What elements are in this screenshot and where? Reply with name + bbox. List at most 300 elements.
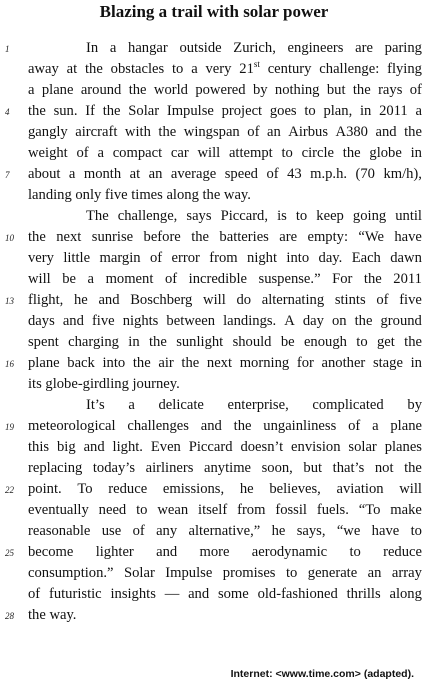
text-word: a	[68, 166, 76, 182]
text-word: landing	[28, 187, 72, 203]
text-word: plan,	[323, 103, 353, 119]
text-word: will	[28, 271, 51, 287]
text-word: in	[359, 103, 372, 119]
paragraph-1-line-3	[28, 80, 422, 101]
text-word: m.p.h.	[310, 166, 348, 182]
paragraph-2-line-7	[28, 332, 422, 353]
text-word: attempt	[228, 145, 273, 161]
text-word: replacing	[28, 460, 83, 476]
text-word: project	[221, 103, 263, 119]
text-word: A	[284, 313, 295, 329]
text-word: goes	[269, 103, 297, 119]
text-word: the	[404, 334, 422, 350]
text-word: to	[281, 145, 293, 161]
text-word: of	[266, 166, 279, 182]
text-word: an	[266, 124, 281, 140]
text-word: on	[331, 313, 347, 329]
text-word: and	[375, 124, 397, 140]
text-word: another	[321, 355, 366, 371]
text-word: today’s	[92, 460, 136, 476]
text-word: big	[57, 439, 76, 455]
paragraph-3-line-8	[28, 542, 422, 563]
text-word: paring	[384, 40, 422, 56]
paragraph-1-line-6	[28, 143, 422, 164]
text-word: anytime	[204, 460, 252, 476]
text-word: to	[349, 544, 361, 560]
text-word: aircraft	[75, 124, 118, 140]
text-word: century	[267, 61, 312, 77]
century-number	[239, 59, 260, 80]
text-word: old-fashioned	[257, 586, 338, 602]
text-word: says	[186, 208, 212, 224]
line-number: 10	[5, 233, 14, 243]
text-word: have	[371, 523, 400, 539]
text-word: the	[181, 355, 200, 371]
text-word: the	[158, 124, 177, 140]
text-word: moment	[105, 271, 154, 287]
text-word: itself	[198, 502, 228, 518]
line-number: 28	[5, 611, 14, 621]
text-word: five	[91, 313, 115, 329]
ordinal-suffix: st	[253, 59, 260, 70]
text-word: the	[132, 355, 151, 371]
text-word: only	[75, 187, 102, 203]
text-word: very	[205, 61, 232, 77]
text-word: For	[332, 271, 353, 287]
text-word: night	[247, 250, 278, 266]
text-word: charging	[68, 334, 119, 350]
text-word: will	[197, 145, 221, 161]
text-word: average	[170, 166, 217, 182]
text-word: incredible	[188, 271, 247, 287]
paragraph-1-line-2	[28, 59, 422, 80]
text-word: enough	[303, 334, 347, 350]
paragraph-3-line-3	[28, 437, 422, 458]
text-word: a	[372, 418, 379, 434]
text-word: in	[128, 334, 140, 350]
text-word: km/h),	[383, 166, 422, 182]
text-word: any	[156, 523, 178, 539]
text-word: the	[102, 103, 121, 119]
text-word: It’s	[86, 397, 105, 413]
text-word: a	[415, 103, 422, 119]
text-word: believes,	[269, 481, 321, 497]
text-word: array	[391, 565, 422, 581]
text-word: aerodynamic	[251, 544, 328, 560]
text-word: to	[304, 103, 316, 119]
text-word: 2011	[379, 103, 408, 119]
text-word: fuels.	[316, 502, 349, 518]
text-word: until	[395, 208, 422, 224]
text-word: in	[410, 145, 422, 161]
text-word: soon,	[261, 460, 293, 476]
text-word: sunrise	[91, 229, 134, 245]
text-word: the	[404, 124, 422, 140]
paragraph-1-line-4	[28, 101, 422, 122]
text-word: car	[170, 145, 189, 161]
text-word: of	[76, 145, 89, 161]
text-word: of	[409, 82, 422, 98]
paragraph-2-line-1	[28, 206, 422, 227]
text-word: globe	[369, 145, 402, 161]
text-word: become	[28, 544, 74, 560]
text-word: the	[233, 418, 252, 434]
paragraph-1-line-1	[28, 38, 422, 59]
line-number: 16	[5, 359, 14, 369]
text-word: futuristic	[48, 586, 102, 602]
text-word: around	[80, 82, 122, 98]
line-number: 4	[5, 107, 10, 117]
paragraph-3-line-11	[28, 605, 422, 626]
text-word: the	[404, 460, 422, 476]
text-word: Impulse	[165, 565, 213, 581]
text-word: wingspan	[183, 124, 240, 140]
text-word: keep	[316, 208, 344, 224]
text-word: globe-girdling	[45, 376, 129, 392]
text-word: (70	[355, 166, 375, 182]
text-word: In	[86, 40, 99, 56]
text-word: hangar	[128, 40, 168, 56]
text-word: next	[206, 355, 233, 371]
source-citation: Internet: <www.time.com> (adapted).	[230, 668, 414, 680]
text-word: Each	[351, 250, 381, 266]
paragraph-1-line-5	[28, 122, 422, 143]
paragraph-3-line-4	[28, 458, 422, 479]
text-word: day.	[318, 250, 343, 266]
text-word: generate	[307, 565, 358, 581]
text-word: a	[109, 40, 117, 56]
text-word: should	[232, 334, 272, 350]
text-word: in	[410, 355, 422, 371]
text-word: are	[279, 229, 298, 245]
text-word: “we	[336, 523, 361, 539]
text-word: an	[148, 166, 163, 182]
text-word: between	[166, 313, 216, 329]
text-word: emissions,	[162, 481, 225, 497]
text-word: powered	[195, 82, 246, 98]
text-word: stints	[334, 292, 366, 308]
text-word: Zurich,	[233, 40, 276, 56]
text-word: a	[128, 397, 135, 413]
article-body	[28, 38, 422, 626]
text-word: A380	[335, 124, 368, 140]
text-word: before	[143, 229, 181, 245]
line-number: 13	[5, 296, 14, 306]
text-word: the	[28, 229, 46, 245]
text-word: the	[352, 82, 371, 98]
text-word: of	[376, 292, 389, 308]
paragraph-1-line-8	[28, 185, 422, 206]
text-word: nights	[122, 313, 159, 329]
text-word: but	[303, 460, 323, 476]
text-word: nothing	[274, 82, 320, 98]
text-word: the	[342, 145, 361, 161]
text-word: need	[98, 502, 127, 518]
text-word: with	[124, 124, 151, 140]
text-word: more	[199, 544, 230, 560]
text-word: 2011	[393, 271, 422, 287]
paragraph-3-line-5	[28, 479, 422, 500]
text-word: meteorological	[28, 418, 116, 434]
text-word: get	[376, 334, 395, 350]
text-word: flight,	[28, 292, 64, 308]
text-word: reasonable	[28, 523, 91, 539]
text-word: delicate	[158, 397, 204, 413]
text-word: of	[149, 250, 163, 266]
text-word: Piccard	[188, 439, 233, 455]
text-word: to	[136, 502, 148, 518]
century-number-digits: 21	[239, 61, 254, 77]
text-word: “We	[358, 229, 384, 245]
text-word: be	[280, 334, 295, 350]
paragraph-1-line-7	[28, 164, 422, 185]
text-word: Airbus	[288, 124, 329, 140]
text-word: ungainliness	[263, 418, 337, 434]
text-word: challenge,	[117, 208, 178, 224]
text-word: to	[356, 334, 368, 350]
text-word: morning	[239, 355, 290, 371]
text-word: along	[389, 586, 422, 602]
text-word: obstacles	[110, 61, 165, 77]
text-word: away	[28, 61, 59, 77]
text-word: of	[348, 418, 361, 434]
text-word: —	[164, 586, 180, 602]
text-word: for	[296, 355, 314, 371]
text-word: point.	[28, 481, 62, 497]
text-word: the	[202, 187, 221, 203]
paragraph-3-line-1	[28, 395, 422, 416]
text-word: compact	[112, 145, 163, 161]
text-word: suspense.”	[258, 271, 321, 287]
text-word: of	[164, 271, 178, 287]
text-word: a	[97, 145, 104, 161]
paragraph-3-line-10	[28, 584, 422, 605]
text-word: into	[102, 355, 126, 371]
text-word: Solar	[124, 565, 155, 581]
text-word: margin	[99, 250, 141, 266]
line-number: 1	[5, 44, 10, 54]
text-word: be	[62, 271, 77, 287]
line-number: 22	[5, 485, 14, 495]
text-word: to	[295, 208, 308, 224]
text-word: some	[217, 586, 249, 602]
text-word: five	[104, 187, 128, 203]
paragraph-2-line-5	[28, 290, 422, 311]
text-word: error	[171, 250, 200, 266]
text-word: wean	[157, 502, 189, 518]
text-word: light.	[112, 439, 143, 455]
text-word: very	[28, 250, 54, 266]
text-word: days	[28, 313, 55, 329]
text-word: its	[28, 376, 42, 392]
text-word: make	[390, 502, 422, 518]
text-word: of	[247, 124, 260, 140]
text-word: ground	[380, 313, 422, 329]
text-word: batteries	[219, 229, 269, 245]
text-word: and	[188, 586, 210, 602]
text-word: enterprise,	[227, 397, 289, 413]
text-word: the	[191, 229, 210, 245]
text-word: he	[239, 481, 254, 497]
text-word: journey.	[132, 376, 180, 392]
text-word: “To	[358, 502, 381, 518]
text-word: engineers	[287, 40, 344, 56]
paragraph-3-line-7	[28, 521, 422, 542]
text-word: going	[352, 208, 387, 224]
text-word: is	[277, 208, 287, 224]
text-word: thrills	[346, 586, 381, 602]
text-word: promises	[222, 565, 276, 581]
text-word: of	[28, 586, 41, 602]
text-word: to	[172, 61, 184, 77]
text-word: from	[209, 250, 238, 266]
line-number: 25	[5, 548, 14, 558]
text-word: aviation	[336, 481, 384, 497]
text-word: will	[399, 481, 422, 497]
text-word: have	[394, 229, 422, 245]
text-word: little	[63, 250, 91, 266]
text-word: says,	[296, 523, 326, 539]
text-word: the	[128, 82, 147, 98]
text-word: plane	[41, 82, 74, 98]
text-word: landings.	[223, 313, 277, 329]
text-word: day	[302, 313, 324, 329]
text-word: alternating	[261, 292, 325, 308]
text-word: insights	[110, 586, 156, 602]
text-word: spent	[28, 334, 59, 350]
text-word: at	[129, 166, 141, 182]
text-word: The	[86, 208, 109, 224]
text-word: not	[374, 460, 394, 476]
text-word: a	[87, 271, 95, 287]
text-word: to	[410, 523, 422, 539]
text-word: the	[149, 334, 167, 350]
article-title: Blazing a trail with solar power	[99, 2, 329, 21]
text-word: consumption.”	[28, 565, 114, 581]
text-word: he	[73, 292, 88, 308]
text-word: To	[77, 481, 93, 497]
text-word: plane	[390, 418, 422, 434]
text-word: empty:	[307, 229, 349, 245]
text-word: next	[56, 229, 82, 245]
text-word: airliners	[145, 460, 194, 476]
text-word: challenges	[127, 418, 189, 434]
text-word: doesn’t	[240, 439, 284, 455]
text-word: of	[132, 523, 145, 539]
text-word: complicated	[312, 397, 384, 413]
text-word: the	[28, 103, 46, 119]
text-word: the	[85, 61, 103, 77]
text-word: and	[98, 292, 120, 308]
text-word: flying	[387, 61, 422, 77]
paragraph-2-line-6	[28, 311, 422, 332]
text-word: but	[326, 82, 346, 98]
text-word: lighter	[95, 544, 134, 560]
text-word: reduce	[108, 481, 148, 497]
text-word: stage	[372, 355, 403, 371]
text-word: fossil	[275, 502, 307, 518]
text-word: plane	[28, 355, 60, 371]
text-word: rays	[378, 82, 403, 98]
text-word: this	[28, 439, 50, 455]
text-word: and	[156, 544, 178, 560]
paragraph-2-line-8	[28, 353, 422, 374]
text-word: Boschberg	[130, 292, 193, 308]
text-word: way.	[49, 607, 77, 623]
text-word: challenge:	[319, 61, 380, 77]
text-word: Impulse	[166, 103, 214, 119]
paragraph-3-line-6	[28, 500, 422, 521]
text-word: gangly	[28, 124, 68, 140]
text-word: Even	[150, 439, 181, 455]
text-word: by	[252, 82, 268, 98]
paragraph-2-line-3	[28, 248, 422, 269]
text-word: speed	[224, 166, 258, 182]
text-word: air	[158, 355, 174, 371]
text-word: planes	[384, 439, 422, 455]
text-word: the	[363, 271, 382, 287]
paragraph-2-line-2	[28, 227, 422, 248]
text-word: along	[166, 187, 199, 203]
text-word: eventually	[28, 502, 89, 518]
text-word: about	[28, 166, 61, 182]
text-word: into	[286, 250, 310, 266]
paragraph-2-line-9	[28, 374, 422, 395]
text-word: by	[407, 397, 422, 413]
text-word: circle	[301, 145, 335, 161]
text-word: the	[28, 607, 46, 623]
text-word: 43	[287, 166, 302, 182]
text-word: sunlight	[176, 334, 224, 350]
text-word: will	[203, 292, 226, 308]
text-word: are	[355, 40, 373, 56]
paragraph-3-line-9	[28, 563, 422, 584]
text-word: at	[66, 61, 78, 77]
text-word: that’s	[332, 460, 365, 476]
paragraph-3-line-2	[28, 416, 422, 437]
line-number: 7	[5, 170, 10, 180]
text-word: times	[131, 187, 163, 203]
text-word: do	[236, 292, 252, 308]
text-word: dawn	[390, 250, 422, 266]
text-word: reduce	[383, 544, 422, 560]
text-word: and	[83, 439, 105, 455]
text-word: envision	[291, 439, 341, 455]
text-word: use	[101, 523, 122, 539]
text-word: a	[28, 82, 35, 98]
text-word: alternative,”	[188, 523, 261, 539]
text-word: sun.	[53, 103, 78, 119]
text-word: way.	[223, 187, 251, 203]
text-word: Solar	[128, 103, 160, 119]
text-word: month	[83, 166, 122, 182]
text-word: solar	[348, 439, 377, 455]
paragraph-2-line-4	[28, 269, 422, 290]
text-word: from	[237, 502, 266, 518]
text-word: the	[354, 313, 373, 329]
text-word: world	[153, 82, 188, 98]
text-word: he	[271, 523, 286, 539]
text-word: to	[285, 565, 298, 581]
text-word: five	[399, 292, 422, 308]
text-word: a	[191, 61, 198, 77]
text-word: If	[85, 103, 95, 119]
text-word: Piccard,	[220, 208, 269, 224]
text-word: and	[62, 313, 84, 329]
text-word: weight	[28, 145, 68, 161]
text-word: outside	[179, 40, 222, 56]
line-number: 19	[5, 422, 14, 432]
